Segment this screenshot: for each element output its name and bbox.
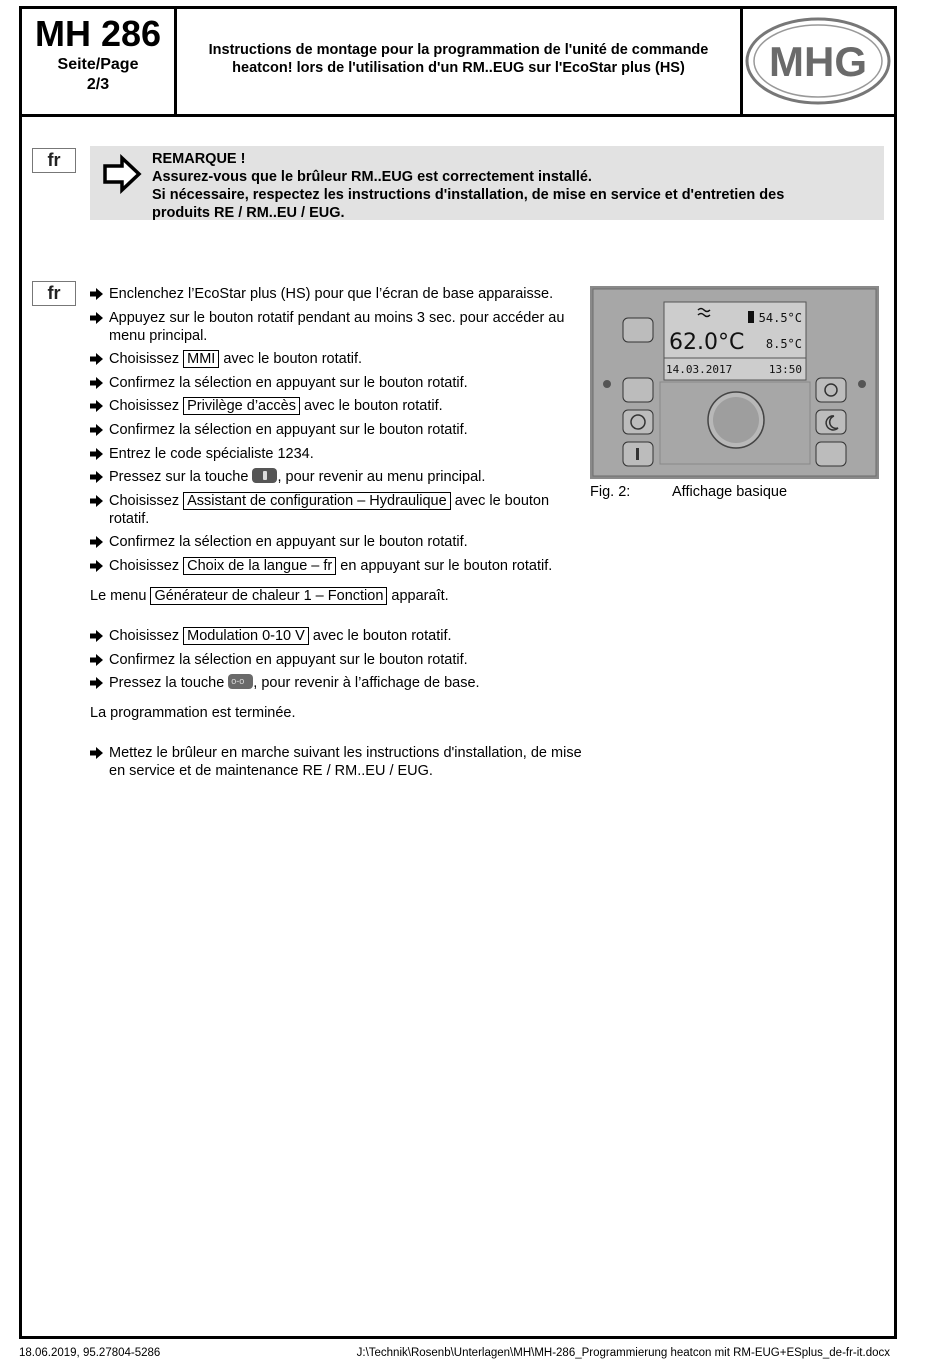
arrow-bullet-icon xyxy=(90,747,103,759)
step-text: Enclenchez l’EcoStar plus (HS) pour que l’écran de base apparaisse. xyxy=(109,286,554,302)
arrow-bullet-icon xyxy=(90,288,103,300)
arrow-bullet-icon xyxy=(90,377,103,389)
step-text: Confirmez la sélection en appuyant sur le bouton rotatif. xyxy=(109,534,468,551)
language-tag: fr xyxy=(32,148,76,173)
remark-line: Si nécessaire, respectez les instructions d'installation, de mise en service et d'entretien des xyxy=(152,187,785,203)
arrow-bullet-icon xyxy=(90,677,103,689)
arrow-bullet-icon xyxy=(90,448,103,460)
menu-option-box: MMI xyxy=(183,350,219,368)
info-key-icon xyxy=(252,468,277,483)
step-text: Entrez le code spécialiste 1234. xyxy=(109,445,314,462)
arrow-bullet-icon xyxy=(90,471,103,483)
step-text: avec le bouton rotatif. xyxy=(109,492,550,527)
title-line-2: heatcon! lors de l'utilisation d'un RM..EUG sur l'EcoStar plus (HS) xyxy=(232,60,685,76)
step-text: Confirmez la sélection en appuyant sur le bouton rotatif. xyxy=(109,421,468,438)
step-item xyxy=(90,374,590,392)
doc-id-cell xyxy=(22,9,177,114)
document-header xyxy=(22,9,894,117)
menu-option-box: Assistant de configuration – Hydraulique xyxy=(183,492,451,510)
remark-text xyxy=(152,150,784,222)
step-text: Choisissez xyxy=(109,627,184,644)
step-item xyxy=(90,557,590,575)
remark-line: produits RE / RM..EU / EUG. xyxy=(152,205,345,221)
menu-option-box: Modulation 0-10 V xyxy=(183,627,309,645)
mhg-logo xyxy=(743,9,894,114)
step-text: Mettez le brûleur en marche suivant les instructions d'installation, de mise en service et de maintenance RE / RM..EU / EUG. xyxy=(109,745,582,780)
key-button-icon xyxy=(228,674,253,689)
remark-box xyxy=(90,146,884,220)
step-text: Choisissez xyxy=(109,557,184,574)
step-text: avec le bouton rotatif. xyxy=(219,351,362,368)
step-text: Choisissez xyxy=(109,492,184,509)
doc-id: MH 286 xyxy=(34,13,162,54)
arrow-bullet-icon xyxy=(90,495,103,507)
step-item xyxy=(90,285,590,303)
menu-option-box: Choix de la langue – fr xyxy=(183,557,336,575)
step-text: Pressez la touche xyxy=(109,675,229,692)
logo-text: MHG xyxy=(769,38,867,85)
logo-cell xyxy=(743,9,894,114)
title-cell xyxy=(177,9,743,114)
controller-display-photo xyxy=(590,286,879,479)
page-frame xyxy=(19,6,897,1339)
arrow-bullet-icon xyxy=(90,536,103,548)
step-item xyxy=(90,533,590,551)
step-item xyxy=(90,309,590,345)
display-time: 13:50 xyxy=(768,363,802,376)
arrow-bullet-icon xyxy=(90,312,103,324)
step-text: Choisissez xyxy=(109,351,184,368)
arrow-bullet-icon xyxy=(90,630,103,642)
step-item xyxy=(90,627,590,645)
step-text: avec le bouton rotatif. xyxy=(308,627,452,644)
figure-caption-text: Affichage basique xyxy=(672,484,788,500)
step-item xyxy=(90,397,590,415)
arrow-bullet-icon xyxy=(90,400,103,412)
step-item xyxy=(90,445,590,463)
step-text: Appuyez sur le bouton rotatif pendant au moins 3 sec. pour accéder au menu principal. xyxy=(109,309,565,344)
display-temp-top: 54.5°C xyxy=(758,311,802,325)
step-text: Choisissez xyxy=(109,398,184,415)
step-item xyxy=(90,421,590,439)
step-text: en appuyant sur le bouton rotatif. xyxy=(336,557,553,574)
remark-line: Assurez-vous que le brûleur RM..EUG est correctement installé. xyxy=(152,169,592,185)
arrow-bullet-icon xyxy=(90,353,103,365)
menu-paragraph xyxy=(90,587,590,605)
step-item xyxy=(90,492,590,528)
display-date: 14.03.2017 xyxy=(666,363,733,376)
figure-caption xyxy=(590,483,787,501)
arrow-bullet-icon xyxy=(90,654,103,666)
menu-option-box: Privilège d’accès xyxy=(183,397,300,415)
figure-label: Fig. 2: xyxy=(590,484,631,500)
arrow-bullet-icon xyxy=(90,560,103,572)
step-item xyxy=(90,674,590,692)
document-title xyxy=(177,41,740,77)
done-paragraph: La programmation est terminée. xyxy=(90,705,296,722)
step-text: Confirmez la sélection en appuyant sur le bouton rotatif. xyxy=(109,374,468,391)
display-temp-outside: 8.5°C xyxy=(765,337,802,351)
arrow-bullet-icon xyxy=(90,424,103,436)
step-text: Confirmez la sélection en appuyant sur le bouton rotatif. xyxy=(109,651,468,668)
footer-date: 18.06.2019, 95.27804-5286 xyxy=(19,1347,161,1359)
paragraph-text: apparaît. xyxy=(387,587,449,604)
instruction-steps xyxy=(90,285,590,786)
step-item xyxy=(90,468,590,486)
footer-path: J:\Technik\Rosenb\Unterlagen\MH\MH-286_Programmierung heatcon mit RM-EUG+ESplus_de-fr-it.docx xyxy=(356,1347,890,1359)
menu-option-box: Générateur de chaleur 1 – Fonction xyxy=(150,587,387,605)
step-item xyxy=(90,744,590,780)
title-line-1: Instructions de montage pour la programmation de l'unité de commande xyxy=(208,42,709,58)
step-text: , pour revenir à l’affichage de base. xyxy=(253,675,480,692)
page-number: 2/3 xyxy=(86,76,110,93)
language-tag: fr xyxy=(32,281,76,306)
step-text: , pour revenir au menu principal. xyxy=(277,469,486,486)
step-text: Pressez sur la touche xyxy=(109,469,253,486)
paragraph-text: Le menu xyxy=(90,587,151,604)
step-item xyxy=(90,651,590,669)
arrow-right-icon xyxy=(102,154,142,194)
step-item xyxy=(90,350,590,368)
step-text: avec le bouton rotatif. xyxy=(299,398,443,415)
display-temp-main: 62.0°C xyxy=(669,330,745,355)
page-label: Seite/Page xyxy=(57,56,139,73)
remark-heading: REMARQUE ! xyxy=(152,151,246,167)
